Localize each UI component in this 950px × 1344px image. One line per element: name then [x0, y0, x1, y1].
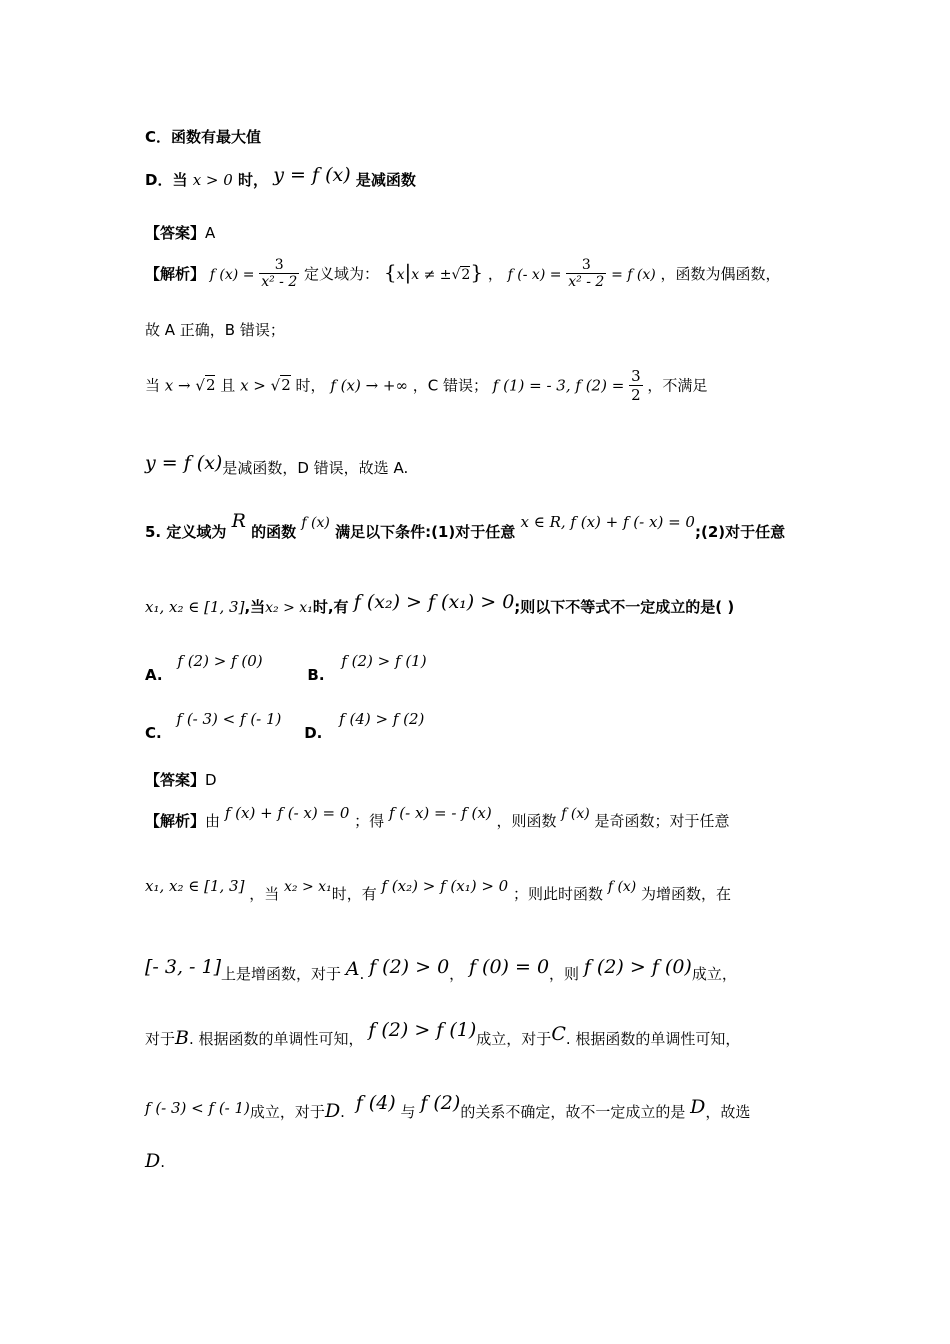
option-ref-d: D: [324, 1100, 341, 1122]
answer-value: A: [205, 224, 216, 242]
f0-zero: f (0) = 0: [468, 956, 550, 978]
when-text: ,当: [244, 598, 266, 616]
sqrt-symbol: √: [270, 376, 281, 395]
x2-gt-x1: x₂ > x₁: [265, 600, 313, 616]
has-text: 时，有: [331, 885, 377, 903]
f2: f (2): [420, 1092, 461, 1114]
q5-analysis-line-3: [145, 956, 737, 985]
values-expression: f (1) = - 3, f (2) =: [492, 376, 625, 395]
limit-expression: x →: [164, 376, 191, 395]
q5-options-row-2: [145, 710, 425, 742]
prev-analysis-line-1: [145, 258, 781, 291]
q5-stem-line-2: [145, 591, 735, 618]
monotonic-text-2: . 根据函数的单调性可知，: [565, 1030, 741, 1048]
separator: ，: [487, 265, 503, 284]
option-ref-a: A: [345, 958, 360, 980]
option-ref-c: C: [551, 1023, 566, 1045]
answer-value: D: [205, 771, 217, 789]
dot: .: [160, 1153, 166, 1171]
option-d-function: y = f (x): [273, 164, 351, 186]
q5-analysis-line-2: [145, 877, 732, 904]
comparison-a: f (2) > f (0): [583, 956, 692, 978]
final-answer: D: [145, 1150, 161, 1172]
monotonic-text: . 根据函数的单调性可知，: [188, 1030, 364, 1048]
even-function-text: ，函数为偶函数，: [660, 265, 781, 284]
set-condition: x ≠ ±: [411, 267, 452, 284]
fraction-2: [566, 258, 606, 291]
not-satisfy-text: ，不满足: [647, 376, 708, 395]
f4: f (4): [355, 1092, 396, 1114]
prev-answer: [145, 224, 215, 242]
x-range: x₁, x₂ ∈ [1, 3]: [145, 877, 245, 895]
prev-analysis-line-3: [145, 368, 707, 404]
analysis-label: 【解析】: [145, 812, 206, 830]
option-d: f (4) > f (2): [339, 710, 425, 728]
odd-relation: f (- x) = - f (x): [388, 804, 492, 822]
increasing-inequality: f (x₂) > f (x₁) > 0: [381, 877, 509, 895]
fraction-denominator: x² - 2: [261, 274, 298, 291]
set-brace-left: {: [383, 260, 397, 285]
option-d-label: D.: [304, 724, 323, 742]
q5-analysis-line-1: [145, 804, 730, 831]
holds-text: 成立，对于: [249, 1103, 325, 1121]
option-c: [145, 128, 261, 146]
function-expression: y = f (x): [145, 452, 223, 474]
c-wrong-text: ，C 错误；: [412, 376, 489, 395]
option-d-prefix: D．当: [145, 171, 188, 189]
holds-text: 成立，: [691, 965, 737, 983]
analysis-text: 故 A 正确，B 错误；: [145, 321, 285, 339]
fraction-numerator: 3: [631, 367, 641, 385]
option-b-label: B.: [307, 666, 325, 684]
for-text: 对于: [145, 1030, 176, 1048]
f-neg-expression: f (- x) =: [507, 267, 562, 284]
function-text: 的函数: [251, 523, 297, 541]
then-text: ；则此时函数: [513, 885, 604, 903]
option-a-label: A.: [145, 666, 163, 684]
then-text: ，则: [549, 965, 580, 983]
option-d-mid: 时，: [238, 171, 269, 189]
has-text: 时,有: [312, 598, 349, 616]
sqrt-value: 2: [461, 267, 471, 284]
increasing-text: 上是增函数，对于: [221, 965, 342, 983]
greater-expression: x >: [240, 376, 266, 395]
when-text: ，当: [249, 885, 280, 903]
odd-equation: f (x) + f (- x) = 0: [224, 804, 350, 822]
x2-gt-x1: x₂ > x₁: [284, 879, 332, 895]
question-tail: ;则以下不等式不一定成立的是( ): [514, 598, 735, 616]
set-R: R: [231, 510, 246, 532]
relation-text: 的关系不确定，故不一定成立的是: [460, 1103, 686, 1121]
f2-positive: f (2) > 0: [369, 956, 450, 978]
option-c: f (- 3) < f (- 1): [176, 710, 282, 728]
fraction-denominator: 2: [631, 385, 641, 404]
fx: f (x): [301, 515, 330, 531]
and-text: 且: [220, 376, 236, 395]
fx: f (x): [607, 879, 637, 895]
x-range: x₁, x₂ ∈ [1, 3]: [145, 598, 245, 616]
fraction-denominator: x² - 2: [568, 274, 605, 291]
set-bar: |: [404, 260, 412, 285]
option-c-text: C．函数有最大值: [145, 128, 262, 146]
when-text: 当: [145, 376, 161, 395]
option-d-suffix: 是减函数: [355, 171, 416, 189]
q5-analysis-line-6: [145, 1150, 165, 1173]
q5-options-row-1: [145, 652, 427, 684]
option-c-label: C.: [145, 724, 162, 742]
q5-number: 5. 定义域为: [145, 523, 227, 541]
q5-analysis-line-5: [145, 1092, 751, 1123]
comparison-c: f (- 3) < f (- 1): [145, 1099, 250, 1117]
increasing-conclusion: 为增函数，在: [641, 885, 732, 903]
answer-label: 【答案】: [145, 771, 206, 789]
holds-text: 成立，对于: [476, 1030, 552, 1048]
fraction-3: [629, 368, 643, 404]
set-brace-right: }: [470, 260, 484, 285]
odd-condition: x ∈ R, f (x) + f (- x) = 0: [520, 513, 695, 531]
domain-text: 定义域为：: [304, 265, 380, 284]
increasing-inequality: f (x₂) > f (x₁) > 0: [353, 591, 515, 613]
sqrt-symbol: √: [451, 267, 461, 284]
fraction-numerator: 3: [581, 257, 591, 273]
option-a: f (2) > f (0): [177, 652, 263, 670]
then-text: ，则函数: [496, 812, 557, 830]
by-text: 由: [205, 812, 221, 830]
sqrt-symbol: √: [195, 376, 205, 395]
condition-text: 满足以下条件:(1)对于任意: [335, 523, 516, 541]
option-ref-b: B: [175, 1027, 189, 1049]
sqrt-value: 2: [205, 376, 216, 395]
dot: .: [359, 965, 365, 983]
analysis-label: 【解析】: [145, 265, 206, 284]
option-b: f (2) > f (1): [341, 652, 427, 670]
condition-2-text: ;(2)对于任意: [694, 523, 786, 541]
fraction: [259, 258, 299, 291]
equals-fx: = f (x): [611, 267, 656, 284]
comma: ，: [449, 965, 465, 983]
fx: f (x): [561, 806, 590, 822]
conclusion-text: 是减函数，D 错误，故选 A.: [222, 459, 409, 477]
f-expression: f (x) =: [209, 267, 255, 284]
sqrt-value: 2: [281, 376, 291, 395]
get-text: ；得: [354, 812, 385, 830]
q5-stem-line-1: [145, 510, 786, 543]
prev-analysis-line-4: [145, 452, 409, 479]
q5-analysis-line-4: [145, 1019, 741, 1050]
comparison-b: f (2) > f (1): [368, 1019, 477, 1041]
pick-text: ，故选: [705, 1103, 751, 1121]
dot: .: [340, 1103, 345, 1121]
and-text: 与: [400, 1103, 416, 1121]
time-text: 时，: [295, 376, 326, 395]
prev-analysis-line-2: [145, 321, 285, 339]
option-d: [145, 164, 416, 191]
option-ref-d-2: D: [690, 1096, 706, 1118]
option-d-condition: x > 0: [192, 171, 233, 189]
set-variable: x: [396, 267, 405, 284]
limit-infinity: f (x) → +∞: [330, 376, 408, 395]
answer-label: 【答案】: [145, 224, 206, 242]
odd-conclusion: 是奇函数；对于任意: [594, 812, 730, 830]
fraction-numerator: 3: [274, 257, 284, 273]
q5-answer: [145, 771, 217, 789]
interval: [- 3, - 1]: [145, 956, 221, 978]
